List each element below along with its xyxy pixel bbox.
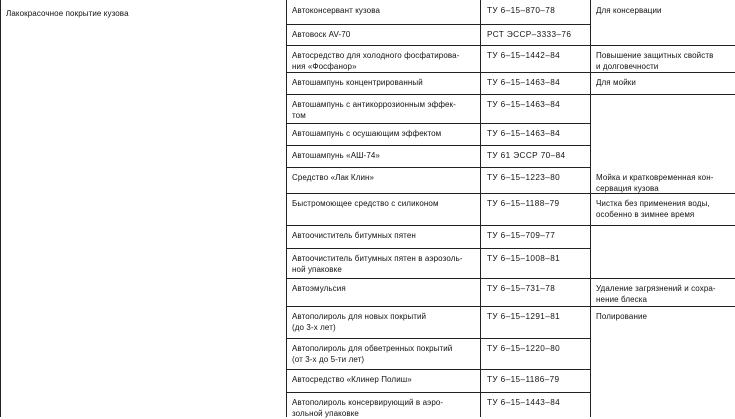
column-divider bbox=[286, 0, 287, 417]
table-border-left bbox=[0, 0, 1, 417]
standard-code: ТУ 6–15–1291–81 bbox=[487, 312, 561, 321]
standard-code: ТУ 6–15–731–78 bbox=[487, 284, 556, 293]
row-divider bbox=[286, 167, 590, 168]
product-name: Автополироль для новых покрытий (до 3-х лет) bbox=[292, 312, 427, 332]
purpose-divider bbox=[590, 45, 735, 46]
product-name: Автошампунь с осушающим эффектом bbox=[292, 129, 442, 138]
product-name: Быстромоющее средство с силиконом bbox=[292, 199, 439, 208]
product-name: Средство «Лак Клин» bbox=[292, 173, 375, 182]
product-name: Автосредство для холодного фосфатирова- ния «Фосфанор» bbox=[292, 51, 460, 71]
row-divider bbox=[286, 145, 590, 146]
product-name: Автополироль консервирующий в аэро- зольной упаковке bbox=[292, 398, 444, 418]
row-divider bbox=[286, 278, 590, 279]
row-divider bbox=[286, 123, 590, 124]
row-divider bbox=[286, 94, 590, 95]
standard-code: ТУ 6–15–1188–79 bbox=[487, 199, 560, 208]
purpose-text: Полирование bbox=[596, 312, 648, 321]
row-divider bbox=[286, 225, 590, 226]
product-name: Автоконсервант кузова bbox=[292, 6, 381, 15]
purpose-divider bbox=[590, 225, 735, 226]
purpose-text: Мойка и кратковременная кон- сервация кузова bbox=[596, 173, 714, 193]
product-name: Автосредство «Клинер Полиш» bbox=[292, 375, 412, 384]
standard-code: ТУ 6–15–709–77 bbox=[487, 231, 556, 240]
purpose-divider bbox=[590, 72, 735, 73]
row-divider bbox=[286, 193, 590, 194]
standard-code: ТУ 6–15–1463–84 bbox=[487, 78, 561, 87]
row-divider bbox=[286, 72, 590, 73]
row-divider bbox=[286, 24, 590, 25]
purpose-divider bbox=[590, 278, 735, 279]
purpose-text: Удаление загрязнений и сохра- нение блеска bbox=[596, 284, 716, 304]
standard-code: ТУ 61 ЭССР 70–84 bbox=[487, 151, 566, 160]
row-divider bbox=[286, 369, 590, 370]
purpose-text: Чистка без применения воды, особенно в зимнее время bbox=[596, 199, 710, 219]
standard-code: ТУ 6–15–1443–84 bbox=[487, 398, 561, 407]
standard-code: ТУ 6–15–1223–80 bbox=[487, 173, 561, 182]
product-name: Автоочиститель битумных пятен bbox=[292, 231, 416, 240]
standard-code: ТУ 6–15–1008–81 bbox=[487, 254, 561, 263]
purpose-text: Повышение защитных свойств и долговечности bbox=[596, 51, 714, 71]
standard-code: ТУ 6–15–1463–84 bbox=[487, 100, 561, 109]
standard-code: ТУ 6–15–1442–84 bbox=[487, 51, 561, 60]
product-name: Автоочиститель битумных пятен в аэрозоль- ной упаковке bbox=[292, 254, 463, 274]
product-name: Автоэмульсия bbox=[292, 284, 346, 293]
purpose-text: Для консервации bbox=[596, 6, 662, 15]
standard-code: ТУ 6–15–870–78 bbox=[487, 6, 556, 15]
row-divider bbox=[286, 248, 590, 249]
purpose-divider bbox=[590, 306, 735, 307]
standard-code: РСТ ЭССР–3333–76 bbox=[487, 30, 572, 39]
purpose-divider bbox=[590, 94, 735, 95]
column-divider bbox=[590, 0, 591, 417]
row-divider bbox=[286, 45, 590, 46]
category-label: Лакокрасочное покрытие кузова bbox=[6, 9, 129, 18]
product-name: Автошампунь «АШ-74» bbox=[292, 151, 380, 160]
row-divider bbox=[286, 338, 590, 339]
product-name: Автошампунь концентрированный bbox=[292, 78, 423, 87]
standard-code: ТУ 6–15–1463–84 bbox=[487, 129, 561, 138]
row-divider bbox=[286, 392, 590, 393]
product-name: Автополироль для обветренных покрытий (от 3-х до 5-ти лет) bbox=[292, 344, 453, 364]
product-name: Автовоск AV-70 bbox=[292, 30, 351, 39]
product-name: Автошампунь с антикоррозионным эффек- том bbox=[292, 100, 456, 120]
standard-code: ТУ 6–15–1186–79 bbox=[487, 375, 560, 384]
column-divider bbox=[480, 0, 481, 417]
standard-code: ТУ 6–15–1220–80 bbox=[487, 344, 561, 353]
row-divider bbox=[286, 306, 590, 307]
purpose-text: Для мойки bbox=[596, 78, 636, 87]
